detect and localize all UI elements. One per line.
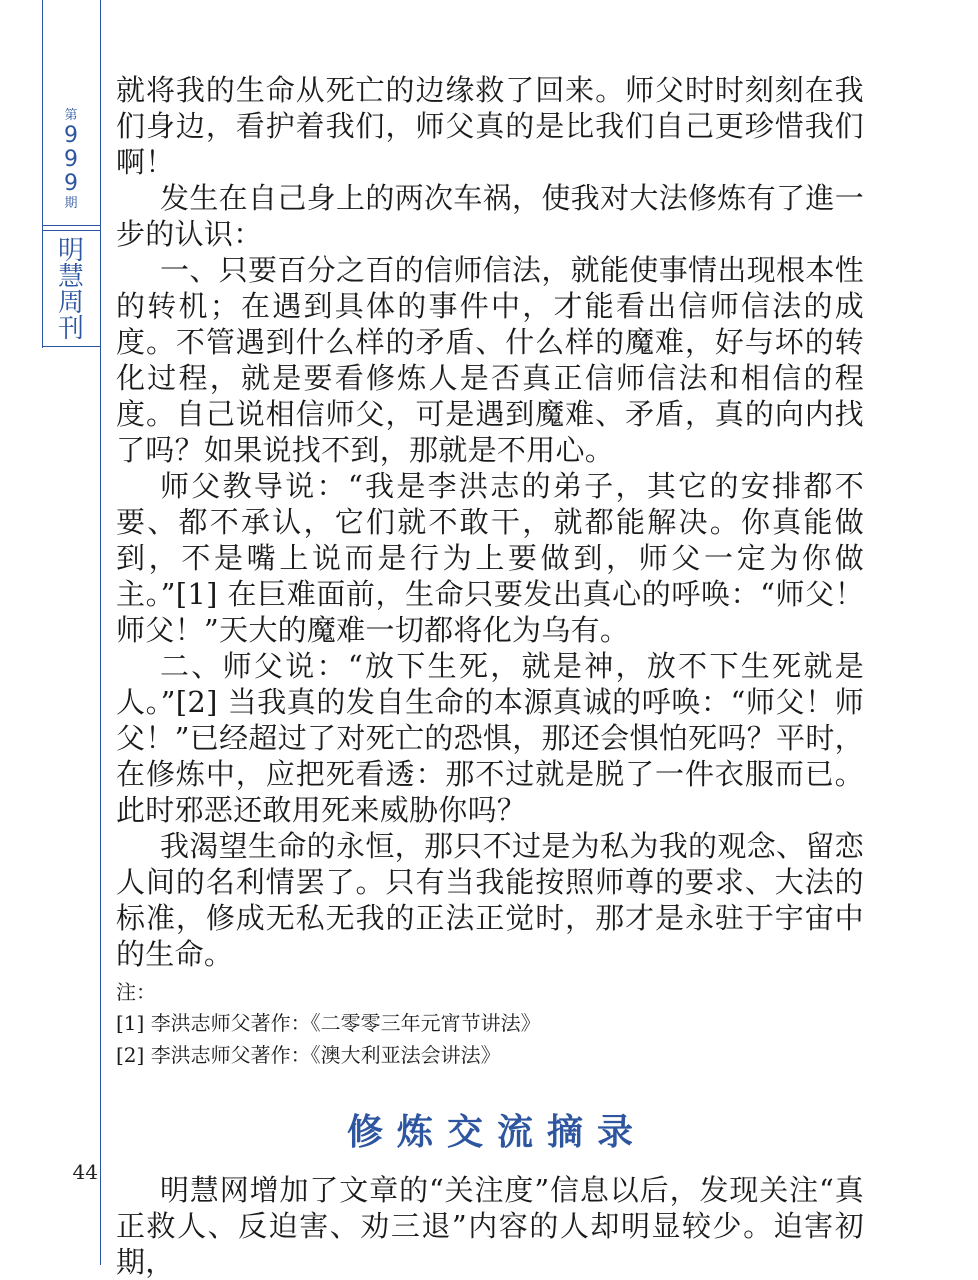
issue-suffix: 期 bbox=[64, 196, 78, 211]
paragraph: 明慧网增加了文章的“关注度”信息以后，发现关注“真正救人、反迫害、劝三退”内容的人却明显较少。迫害初期， bbox=[116, 1173, 864, 1279]
paragraph: 师父教导说：“我是李洪志的弟子，其它的安排都不要、都不承认，它们就不敢干，就都能解决。你真能做到，不是嘴上说而是行为上要做到，师父一定为你做主。”[1] 在巨难面前，生命只要发出真心的呼唤：“师父！师父！”天大的魔难一切都将化为乌有。 bbox=[116, 469, 864, 647]
magazine-title-char: 慧 bbox=[57, 262, 84, 292]
footnote: [1] 李洪志师父著作：《二零零三年元宵节讲法》 bbox=[116, 1011, 541, 1035]
issue-digit: 9 bbox=[64, 171, 78, 196]
magazine-title-char: 明 bbox=[57, 236, 84, 266]
article-body bbox=[116, 72, 864, 1280]
issue-prefix: 第 bbox=[64, 108, 78, 123]
paragraph: 我渴望生命的永恒，那只不过是为私为我的观念、留恋人间的名利情罢了。只有当我能按照师尊的要求、大法的标准，修成无私无我的正法正觉时，那才是永驻于宇宙中的生命。 bbox=[116, 829, 864, 971]
sidebar-divider bbox=[42, 230, 100, 231]
paragraph: 一、只要百分之百的信师信法，就能使事情出现根本性的转机；在遇到具体的事件中，才能看出信师信法的成度。不管遇到什么样的矛盾、什么样的魔难，好与坏的转化过程，就是要看修炼人是否真正信师信法和相信的程度。自己说相信师父，可是遇到魔难、矛盾，真的向内找了吗？如果说找不到，那就是不用心。 bbox=[116, 253, 864, 467]
paragraph: 发生在自己身上的两次车祸，使我对大法修炼有了進一步的认识： bbox=[116, 181, 864, 251]
magazine-title-char: 刊 bbox=[57, 314, 84, 344]
issue-digit: 9 bbox=[64, 147, 78, 172]
paragraph: 二、师父说：“放下生死，就是神，放不下生死就是人。”[2] 当我真的发自生命的本源真诚的呼唤：“师父！师父！”已经超过了对死亡的恐惧，那还会惧怕死吗？平时，在修炼中，应把死看透：那不过就是脱了一件衣服而已。此时邪恶还敢用死来威胁你吗？ bbox=[116, 649, 864, 827]
paragraph: 就将我的生命从死亡的边缘救了回来。师父时时刻刻在我们身边，看护着我们，师父真的是比我们自己更珍惜我们啊！ bbox=[116, 73, 864, 179]
page-number: 44 bbox=[72, 1160, 98, 1184]
notes-label: 注： bbox=[116, 980, 156, 1004]
section-title: 修炼交流摘录 bbox=[346, 1111, 647, 1153]
margin-rule bbox=[100, 0, 101, 1265]
magazine-title-char: 周 bbox=[57, 288, 84, 318]
issue-digit: 9 bbox=[64, 123, 78, 148]
magazine-title bbox=[42, 238, 100, 342]
sidebar-divider bbox=[42, 225, 100, 226]
footnote: [2] 李洪志师父著作：《澳大利亚法会讲法》 bbox=[116, 1043, 501, 1067]
sidebar bbox=[42, 0, 100, 350]
sidebar-divider bbox=[42, 346, 100, 347]
issue-number bbox=[42, 108, 100, 212]
